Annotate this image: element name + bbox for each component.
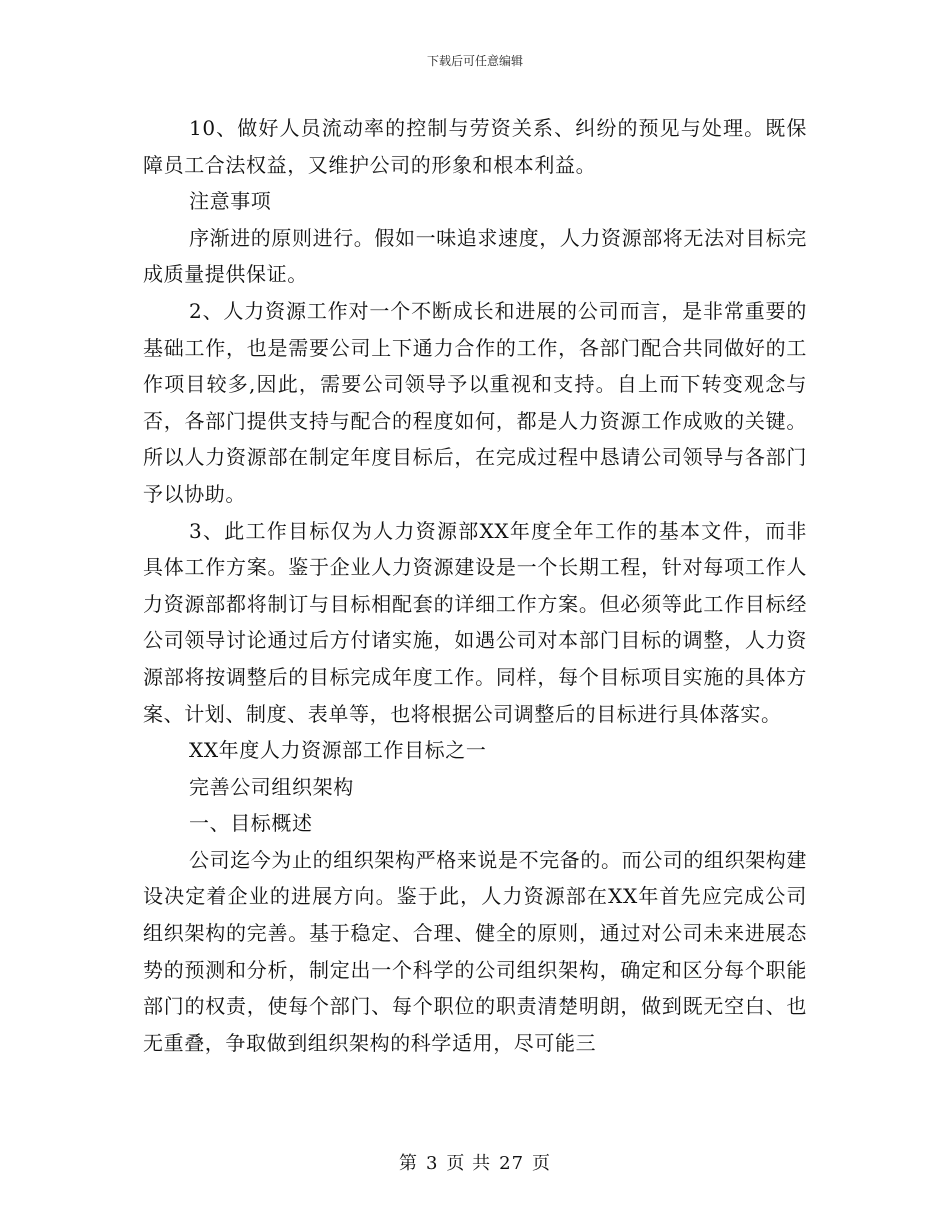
footer-prefix: 第: [398, 1153, 418, 1174]
footer-total-pages: 27: [499, 1153, 525, 1174]
page-footer: [0, 1152, 950, 1176]
paragraph-item-2: 2、人力资源工作对一个不断成长和进展的公司而言，是非常重要的基础工作，也是需要公司上下通力合作的工作，各部门配合共同做好的工作项目较多,因此，需要公司领导予以重视和支持。自上而下转变观念与否，各部门提供支持与配合的程度如何，都是人力资源工作成败的关键。所以人力资源部在制定年度目标后，在完成过程中恳请公司领导与各部门予以协助。: [143, 298, 807, 506]
page-header-note: 下载后可任意编辑: [426, 54, 523, 68]
paragraph-item-10: 10、做好人员流动率的控制与劳资关系、纠纷的预见与处理。既保障员工合法权益，又维护公司的形象和根本利益。: [143, 116, 807, 177]
section-heading-overview: 一、目标概述: [189, 811, 313, 836]
paragraph-item-3: 3、此工作目标仅为人力资源部XX年度全年工作的基本文件，而非具体工作方案。鉴于企业人力资源建设是一个长期工程，针对每项工作人力资源部都将制订与目标相配套的详细工作方案。但必须等此工作目标经公司领导讨论通过后方付诸实施，如遇公司对本部门目标的调整，人力资源部将按调整后的目标完成年度工作。同样，每个目标项目实施的具体方案、计划、制度、表单等，也将根据公司调整后的目标进行具体落实。: [143, 518, 807, 726]
footer-page-number: 3: [425, 1153, 439, 1174]
section-heading-goal-one: XX年度人力资源部工作目标之一: [189, 738, 487, 763]
paragraph-overview-body: 公司迄今为止的组织架构严格来说是不完备的。而公司的组织架构建设决定着企业的进展方向。鉴于此，人力资源部在XX年首先应完成公司组织架构的完善。基于稳定、合理、健全的原则，通过对公司未来进展态势的预测和分析，制定出一个科学的公司组织架构，确定和区分每个职能部门的权责，使每个部门、每个职位的职责清楚明朗，做到既无空白、也无重叠，争取做到组织架构的科学适用，尽可能三: [143, 847, 807, 1055]
footer-suffix: 页: [532, 1153, 552, 1174]
section-heading-notes: 注意事项: [189, 189, 272, 214]
paragraph-gradual-principle: 序渐进的原则进行。假如一味追求速度，人力资源部将无法对目标完成质量提供保证。: [143, 225, 807, 287]
footer-mid: 页 共: [446, 1153, 492, 1174]
document-body: [143, 110, 807, 1061]
section-heading-org-structure: 完善公司组织架构: [189, 774, 354, 799]
